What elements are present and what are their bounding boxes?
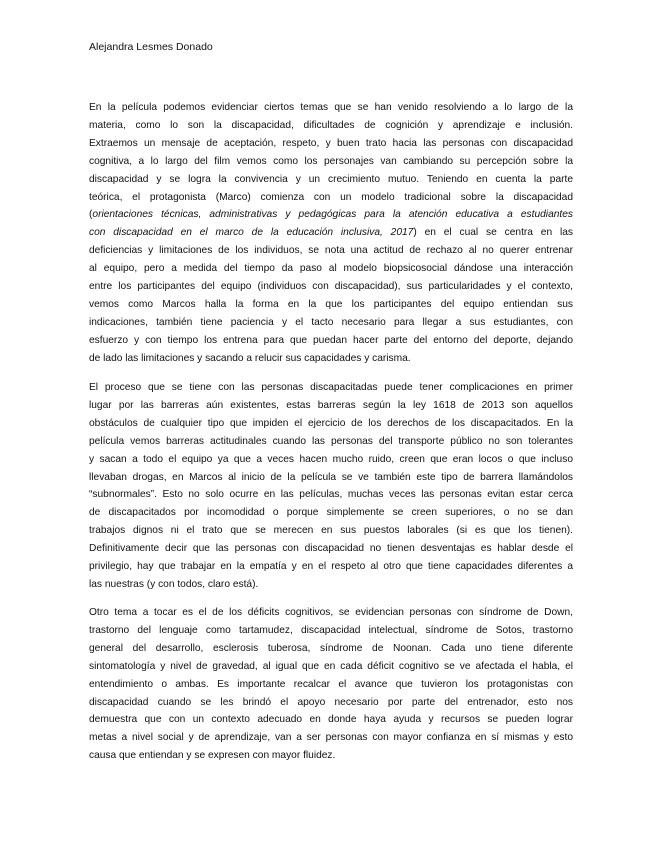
text-line: metas a nivel social y de aprendizaje, van a ser personas con mayor confianza en sí mismas y esto	[89, 732, 573, 744]
text-line: discapacidad y se logra la convivencia y un crecimiento mutuo. Teniendo en cuenta la parte	[89, 173, 573, 185]
text-line: sintomatología y nivel de gravedad, al igual que en cada déficit cognitivo se ve afectada el habla, el	[89, 660, 573, 672]
italic-citation: orientaciones técnicas, administrativas y pedagógicas para la atención educativa a estudiantes	[92, 209, 573, 221]
text-line: trastorno del lenguaje como tartamudez, discapacidad intelectual, síndrome de Sotos, trastorno	[89, 624, 573, 636]
text-fragment: ) en el cual se centra en las	[413, 227, 573, 239]
text-line: de lado las limitaciones y sacando a relucir sus capacidades y carisma.	[89, 352, 411, 364]
italic-citation: con discapacidad en el marco de la educación inclusiva, 2017	[89, 227, 414, 239]
text-line: El proceso que se tiene con las personas discapacitadas puede tener complicaciones en primer	[89, 382, 573, 393]
text-line: privilegio, hay que trabajar en la empatía y en el respeto al otro que tiene capacidades diferentes a	[89, 561, 573, 573]
paragraph-1	[89, 99, 573, 368]
text-line: demuestra que con un contexto adecuado en donde haya ayuda y recursos se pueden lograr	[89, 714, 573, 726]
text-line	[89, 206, 573, 224]
text-line: entre los participantes del equipo (individuos con discapacidad), sus particularidades y el contexto,	[89, 281, 573, 293]
text-fragment: (	[89, 209, 93, 221]
text-line: discapacidad cuando se les brindó el apoyo necesario por parte del entrenador, esto nos	[89, 696, 573, 708]
text-line: materia, como lo son la discapacidad, dificultades de cognición y aprendizaje e inclusión.	[89, 119, 573, 131]
text-line: las nuestras (y con todos, claro está).	[89, 578, 259, 590]
paragraph-3	[89, 604, 573, 765]
paragraph-2	[89, 379, 573, 594]
text-line: trabajos dignos ni el trato que se merecen en sus puestos laborales (si es que los tienen).	[89, 525, 573, 537]
text-line	[89, 224, 573, 242]
text-line: película vemos barreras actitudinales cuando las personas del transporte público no son tolerantes	[89, 435, 573, 447]
text-line: general del desarrollo, esclerosis tuberosa, síndrome de Noonan. Cada uno tiene diferente	[89, 642, 573, 654]
author-name: Alejandra Lesmes Donado	[89, 41, 213, 53]
text-line: y sacan a todo el equipo ya que a veces hacen mucho ruido, creen que eran locos o que incluso	[89, 453, 573, 465]
text-line: cognitiva, a lo largo del film vemos como los personajes van cambiando su percepción sobre la	[89, 155, 573, 167]
text-line: llevaban drogas, en Marcos al inicio de la película se ve también este tipo de barrera llamándolos	[89, 471, 573, 483]
text-line: esfuerzo y con tiempo los entrena para que puedan hacer parte del entorno del deporte, dejando	[89, 334, 573, 346]
text-line: Otro tema a tocar es el de los déficits cognitivos, se evidencian personas con síndrome de Down,	[89, 607, 573, 618]
text-line: de discapacitados por incomodidad o porque simplemente se creen superiores, o no se dan	[89, 507, 573, 519]
text-line: Definitivamente decir que las personas con discapacidad no tienen desventajas es hablar desde el	[89, 543, 573, 555]
text-line: obstáculos de cualquier tipo que impiden el ejercicio de los derechos de los discapacitados. En la	[89, 417, 573, 429]
text-line: En la película podemos evidenciar ciertos temas que se han venido resolviendo a lo largo de la	[89, 102, 573, 113]
text-line: Extraemos un mensaje de aceptación, respeto, y buen trato hacia las personas con discapacidad	[89, 137, 573, 149]
text-line: vemos como Marcos halla la forma en la que los participantes del equipo entiendan sus	[89, 298, 573, 310]
text-line: entendimiento o ambas. Es importante recalcar el avance que tuvieron los protagonistas con	[89, 678, 573, 690]
text-line: “subnormales”. Esto no solo ocurre en las películas, muchas veces las personas evitan estar cerca	[89, 489, 573, 501]
text-line: teórica, el protagonista (Marco) comienza con un modelo tradicional sobre la discapacidad	[89, 191, 573, 203]
text-line: indicaciones, también tiene paciencia y el tacto necesario para llegar a sus estudiantes, con	[89, 316, 573, 328]
text-line: causa que entiendan y se expresen con mayor fluidez.	[89, 750, 336, 762]
text-line: al equipo, pero a medida del tiempo da paso al modelo biopsicosocial dándose una interacción	[89, 263, 573, 275]
text-line: deficiencias y limitaciones de los individuos, se nota una actitud de rechazo al no querer entrenar	[89, 245, 573, 257]
text-line: lugar por las barreras aún existentes, estas barreras según la ley 1618 de 2013 son aquellos	[89, 399, 573, 411]
